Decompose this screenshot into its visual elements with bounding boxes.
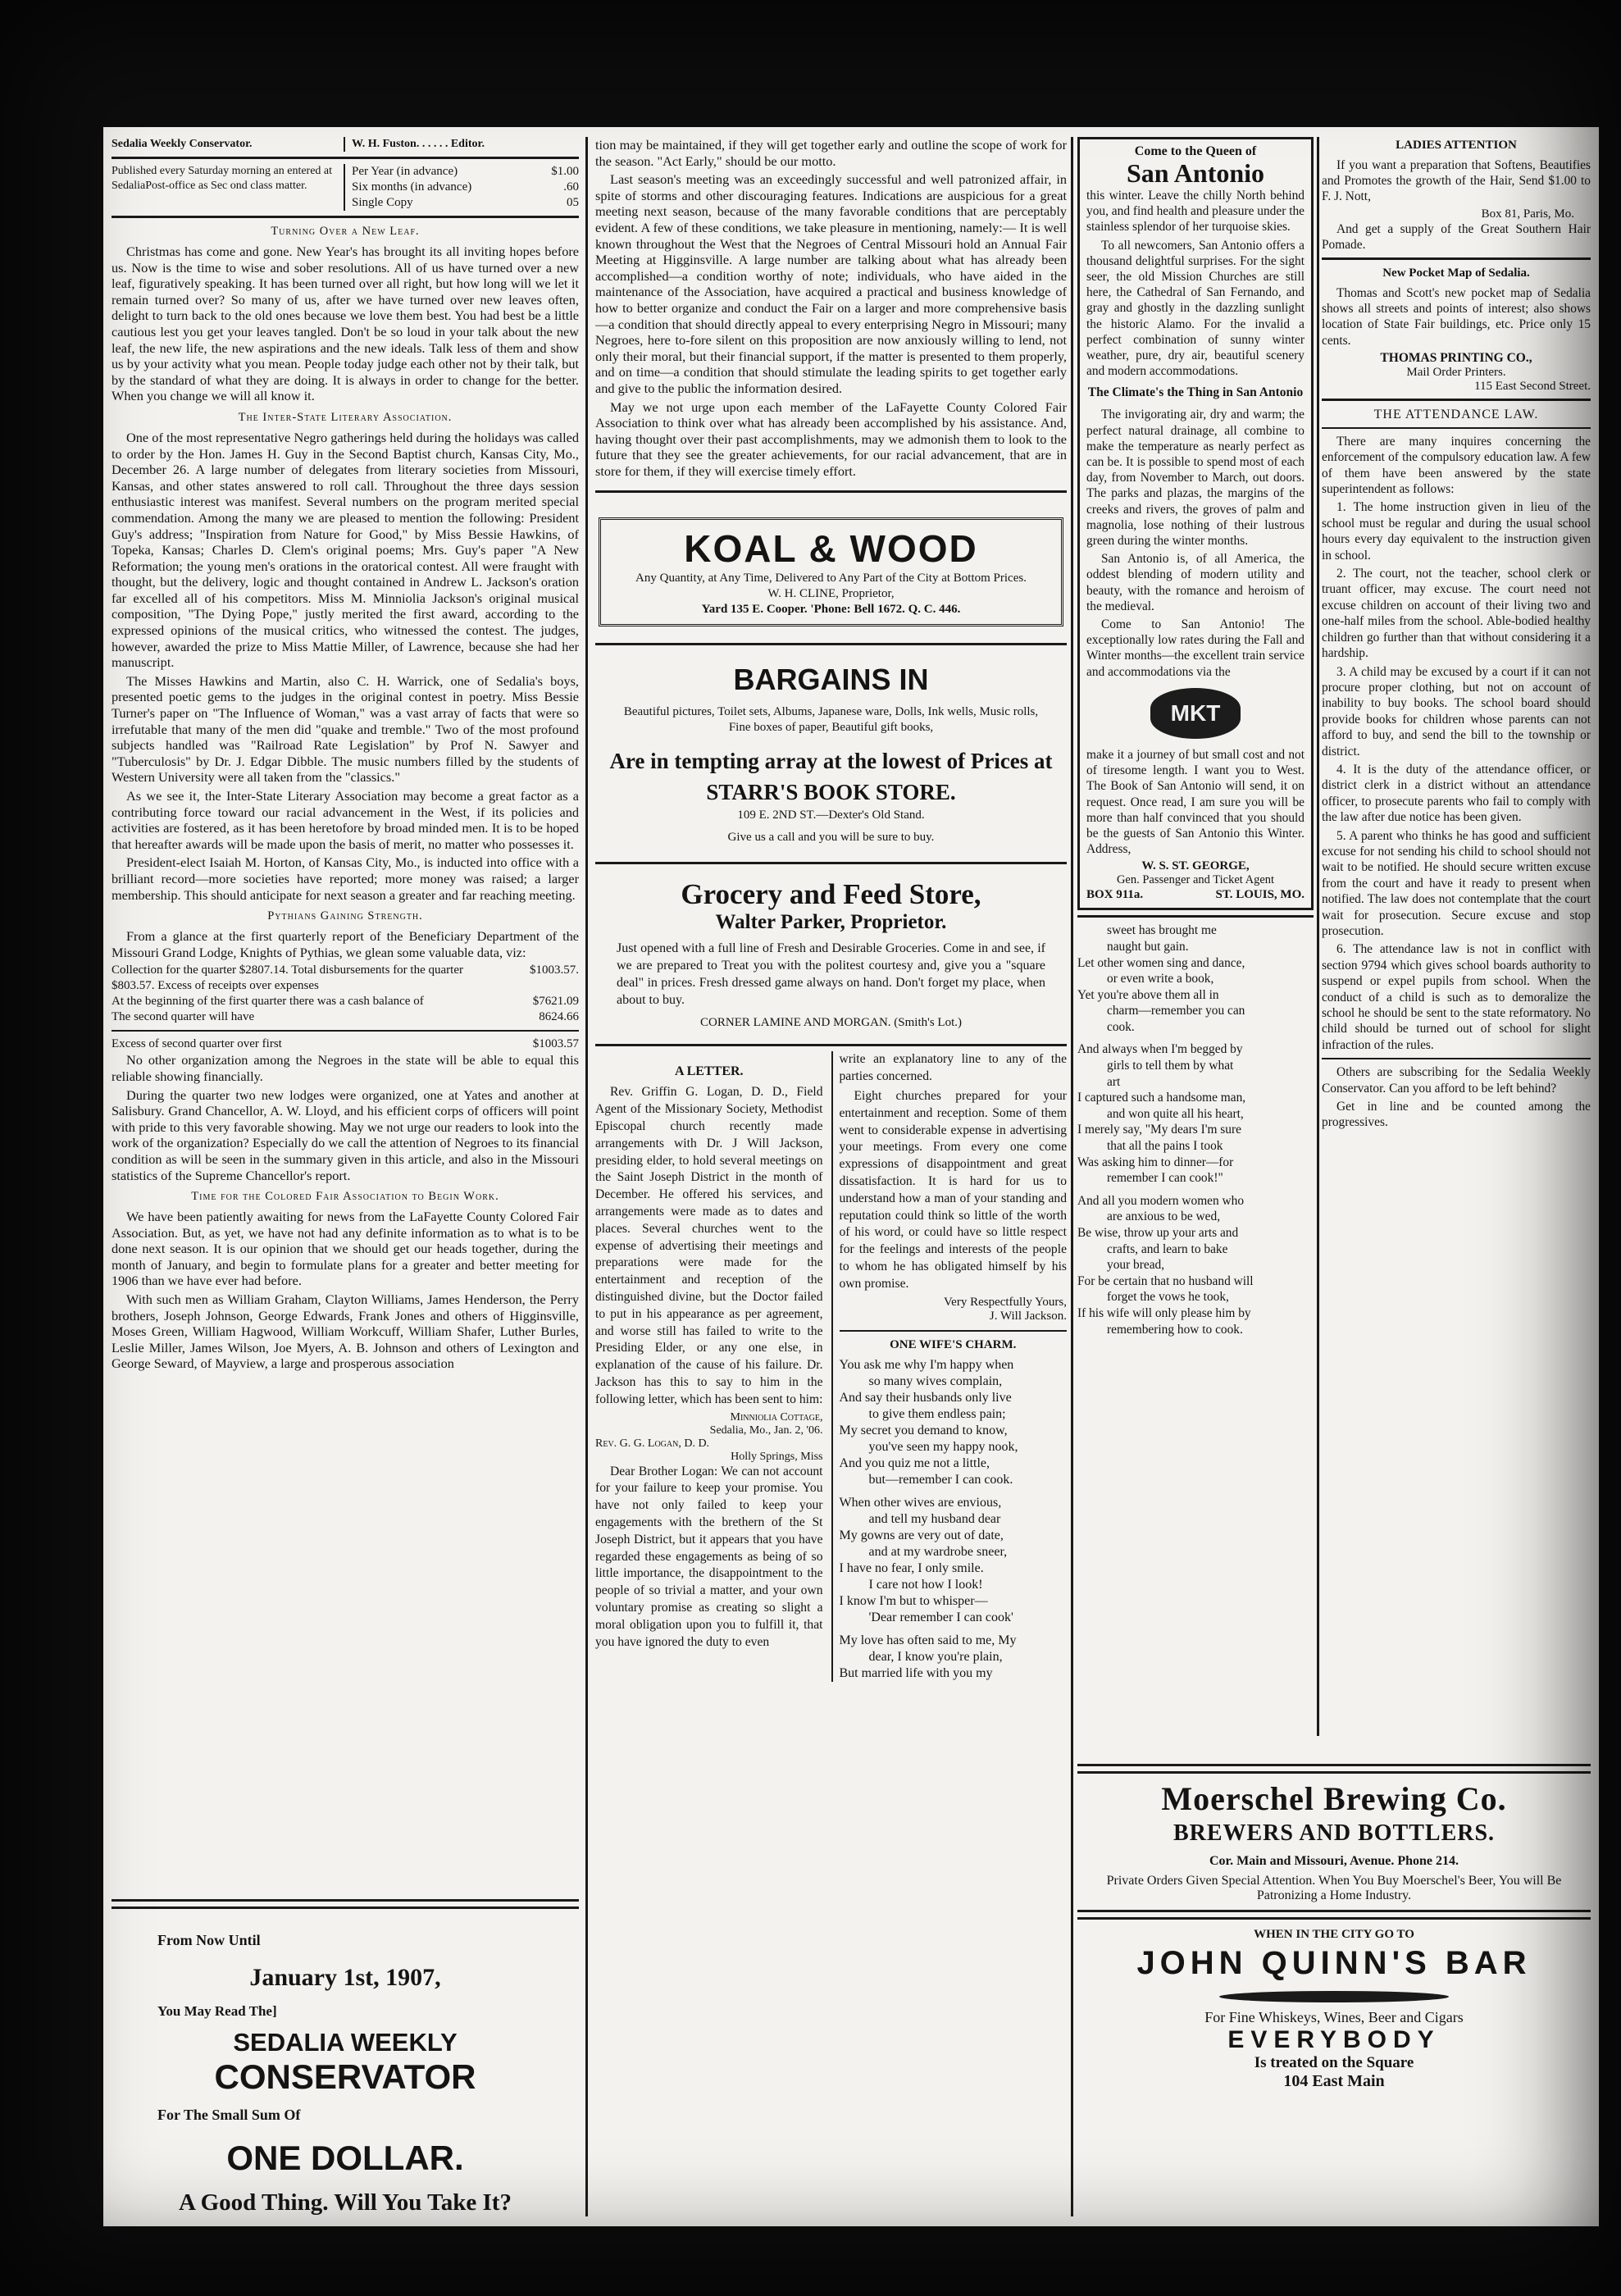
poem-title: ONE WIFE'S CHARM. — [890, 1337, 1017, 1351]
ad-text: Yard 135 E. Cooper. 'Phone: Bell 1672. Q. C. 446. — [701, 603, 961, 617]
divider — [1077, 1771, 1591, 1774]
poem-continued: sweet has brought me naught but gain. Let other women sing and dance, or even write a book, Yet you're above them all in charm—remember you can cook. And always when I'm begged by girls to tell them by what art I captured such a handsome man, and won quite all his heart, I merely say, "My dears I'm sure that all the pains I took Was asking him to dinner—for remember I can cook!" And all you modern women who are anxious to be wed, Be wise, throw up your arts and crafts, and learn to bake your bread, For be certain that no husband will forget the vows he took, If his wife will only please him by remembering how to cook. — [1077, 923, 1254, 1337]
ad-title: Grocery and Feed Store, — [681, 878, 981, 911]
article-text: The Misses Hawkins and Martin, also C. H. Warrick, one of Sedalia's boys, presented poetic gems to the judges in the original contest in poetry. Miss Bessie Turner's paper on "The Influence of Woman," was a vast array of facts that were so irrefutable that many of the men did "quake and tremble." Two of the most profound subjects handled was "Railroad Rate Legislation" by Prof N. Sawyer and "Tuberculosis" by Dr. J. Edgar Dibble. The music numbers filled by the students of Western University were all taken from the "classics." — [112, 672, 579, 786]
ad-title: New Pocket Map of Sedalia. — [1382, 266, 1530, 280]
divider — [112, 216, 579, 218]
divider — [1322, 257, 1591, 260]
article-text: No other organization among the Negroes in the state will be able to equal this reliable showing financially. — [112, 1052, 579, 1084]
masthead — [112, 137, 579, 152]
ad-date: January 1st, 1907, — [249, 1964, 441, 1991]
ad-line: You May Read The] — [157, 2003, 277, 2019]
letter-dateline: Sedalia, Mo., Jan. 2, '06. — [709, 1424, 823, 1437]
ad-text: Beautiful pictures, Toilet sets, Albums, Japanese ware, Dolls, Ink wells, Music rolls, Fine boxes of paper, Beautiful gift books, — [623, 705, 1039, 735]
quinn-pretitle: WHEN IN THE CITY GO TO — [1254, 1928, 1414, 1941]
ad-text: Mail Order Printers. — [1406, 365, 1506, 379]
article-text: We have been patiently awaiting for news from the LaFayette County Colored Fair Association. But, as yet, we have not had any definite information as to what is to be done next season. It is our opinion that we should get our heads together, during the month of January, and begin to formulate plans for a greater and better meeting for 1906 than we have ever had before. — [112, 1209, 579, 1289]
ad-text: Walter Parker, Proprietor. — [715, 911, 947, 934]
divider — [112, 1030, 579, 1032]
letter-dateline: Minniolia Cottage, — [730, 1410, 823, 1424]
law-item: 4. It is the duty of the attendance officer, or district clerk in a district without an attendance officer, to prosecute parents who fail to comply with the law after due notice has been given. — [1322, 762, 1591, 825]
article-text: President-elect Isaiah M. Horton, of Kansas City, Mo., is inducted into office with a brilliant record—more societies have reported; more money was raised; a larger membership. This should anticipate for next season a greater and far reaching meeting. — [112, 854, 579, 903]
ad-text: If you want a preparation that Softens, Beautifies and Promotes the growth of the Hair, Send $1.00 to F. J. Nott, — [1322, 158, 1591, 204]
ad-name: CONSERVATOR — [214, 2057, 476, 2096]
article-text: Rev. Griffin G. Logan, D. D., Field Agent of the Missionary Society, Methodist Episcopal church recently made arrangements with Dr. J Will Jackson, presiding elder, to hold several meetings on the Saint Joseph District in the month of December. He offered his services, and arrangements were made as to dates and places. Several churches went to the expense of advertising their meetings and preparations were made for the entertainment and reception of the distinguished divine, but the Doctor failed to put in his appearance as per agreement, and worse still has failed to write to the Presiding Elder, or any one else, in explanation of the cause of his failure. Dr. Jackson has this to say to him in the following letter, which has been sent to him: — [595, 1085, 823, 1406]
letter-continued — [831, 1051, 1068, 1681]
subscription-ad — [112, 1894, 579, 2218]
ad-address: BOX 911a. ST. LOUIS, MO. — [1086, 888, 1305, 902]
rate-row: Six months (in advance) .60 — [352, 180, 579, 194]
quinn-text: EVERYBODY — [1227, 2026, 1441, 2053]
divider — [595, 1044, 1067, 1046]
finance-row: Excess of second quarter over first $1003.57 — [112, 1037, 579, 1051]
article-text: May we not urge upon each member of the LaFayette County Colored Fair Association to think over what has already been accomplished by his assistance. And, having thought over their past accomplishments, may we admonish them to look to the future that they see the greater achievements, for our racial advancement, that are in store for them, if they will exercise timely effort. — [595, 399, 1067, 479]
article-text: tion may be maintained, if they will get together early and outline the scope of work for the season. "Act Early," should be our motto. — [595, 137, 1067, 169]
divider — [1077, 1917, 1591, 1920]
article-text: Eight churches prepared for your entertainment and reception. Some of them went to considerable expense in advertising your meetings. From every one come expressions of disappointment and great dissatisfaction. It is hard for us to understand how a man of your standing and reputation could think so little of the worth of his word, or could have so little respect for the feelings and interests of the people to whom he has obligated himself by his own promise. — [839, 1089, 1067, 1291]
mkt-railroad-logo: MKT — [1150, 688, 1241, 739]
column-rule — [585, 137, 588, 2216]
article-text: write an explanatory line to any of the parties concerned. — [839, 1052, 1067, 1084]
publication-info — [112, 164, 579, 211]
article-text: Christmas has come and gone. New Year's has brought its all inviting hopes before us. Now is the time to wise and sober resolutions. All of us have turned over a new leaf, figuratively speaking. It has been turned over all right, but how long will we let it remain turned over? So many of us, after we have turned over new leaves often, delight to turn back to the old ones because we love them best. You had best be a little cautious lest you get your leaves tangled. Don't be so loud in your talk about the new leaf, the new life, the new aspirations and the new ideals. Talk less of them and show us by your activity what you mean. People today judge each other not by their talk, but by the standard of what they are doing. It is always in order to change for the better. When you change we will all know it. — [112, 244, 579, 404]
article-text: One of the most representative Negro gatherings held during the holidays was called to order by the Hon. James H. Guy in the Second Baptist church, Kansas City, Mo., December 26. A large number of delegates from literary societies from Missouri, Kansas, and other states answered to roll call. Throughout the three days session enthusiastic interest was manifest. Several numbers on the program merited special commendation. Among the many we are pleased to mention the following: President Guy's address; "Inspiration from Nature for Good," by Miss Bessie Hawkins, of Topeka, Kansas; Charles D. Clem's original poems; Mrs. Guy's paper "A New Reformation; the young men's orations in the oratorical contest. All were fraught with thought, but the delivery, logic and thought contained in Andrew L. Jackson's oration far excelled all of his competitors. Miss M. Minniolia Jackson's original musical composition, "The Dying Pope," justly merited the first award, according to the expressed opinions of the musical critics, who witnessed the contest. The judges, however, awarded the prize to Miss Mattie Miller, of Lawrence, because she had her manuscript. — [112, 429, 579, 671]
divider — [595, 862, 1067, 864]
article-text: During the quarter two new lodges were organized, one at Yates and another at Salisbury. Grand Chancellor, A. W. Lloyd, and his efficient corps of officers will point with pride to this very favorable showing. May we not urge our readers to look into the work of the organization? Especially do we call the attention of Negroes to its financial condition as will be seen in the summary given in this article, and also in the Missouri statistics of the Supreme Chancellor's report. — [112, 1086, 579, 1183]
ad-text: Thomas and Scott's new pocket map of Sedalia shows all streets and points of interest; also shows location of State Fair buildings, etc. Price only 15 cents. — [1322, 286, 1591, 348]
divider — [1322, 399, 1591, 401]
law-item: 5. A parent who thinks he has good and sufficient excuse for not sending his child to school should not wait to be notified. He should secure written excuse from the court and have it ready to present when notified. The law does not contemplate that the court wait for prosecution. Secure excuse and stop prosecution. — [1322, 828, 1591, 939]
article-text: With such men as William Graham, Clayton Williams, James Henderson, the Perry brothers, Joseph Johnson, George Edwards, Frank Jones and others of Higginsville, Moses Green, William Hagwood, William Workcuff, William Shafer, Luther Burles, Leslie Miller, James Wilson, Joe Myers, A. B. Johnson and others of Lexington and George Seward, of Mayview, a large and prosperous association — [112, 1292, 579, 1372]
letter-and-poem — [595, 1051, 1067, 1681]
quinn-text: 104 East Main — [1283, 2072, 1385, 2090]
column-rule — [1071, 137, 1073, 2216]
bargains-ad — [595, 650, 1067, 857]
ad-store: STARR'S BOOK STORE. — [706, 780, 956, 805]
quinn-text: For Fine Whiskeys, Wines, Beer and Cigars — [1204, 2009, 1464, 2025]
editor-line: W. H. Fuston. . . . . . Editor. — [352, 138, 485, 150]
publish-note: Published every Saturday morning an entered at SedaliaPost-office as Sec ond class matter. — [112, 165, 333, 192]
ad-title: LADIES ATTENTION — [1396, 139, 1517, 152]
article-title: Pythians Gaining Strength. — [267, 909, 423, 923]
article-text: From a glance at the first quarterly report of the Beneficiary Department of the Missouri Grand Lodge, Knights of Pythias, we glean some valuable data, viz: — [112, 928, 579, 960]
article-text: As we see it, the Inter-State Literary Association may become a great factor as a contributing force toward our racial advancement in the West, if its policies and activities are fostered, as it has been heretofore by broad minded men. It is to be hoped that hereafter awards will be made upon the basis of merit, no matter who possesses it. — [112, 788, 579, 852]
letter-addressee: Rev. G. G. Logan, D. D. — [595, 1437, 710, 1450]
divider — [840, 1330, 1068, 1332]
column-2 — [595, 137, 1067, 2220]
brewing-text: Private Orders Given Special Attention. When You Buy Moerschel's Beer, You will Be Patronizing a Home Industry. — [1106, 1874, 1562, 1902]
finance-row: Collection for the quarter $2807.14. Total disbursements for the quarter $803.57. Excess of receipts over expenses $1003.57. — [112, 963, 579, 993]
article-text: There are many inquires concerning the enforcement of the compulsory education law. A few of them have been answered by the state superintendent as follows: — [1322, 434, 1591, 497]
article-title: A LETTER. — [674, 1064, 744, 1079]
law-item: 3. A child may be excused by a court if it can not procure proper clothing, but not on account of inability to buy books. The school board should provide books for children whose parents can not afford to buy, and send the bill to the township or district. — [1322, 664, 1591, 758]
ad-text: To all newcomers, San Antonio offers a thousand delightful surprises. For the sight seer, the old Mission Churches are still here, the Cathedral of San Fernando, and gray and ghostly in the dazzling sunlight the historic Alamo. For the invalid a perfect combination of sunny winter weather, pure, dry air, beautiful scenery and modern accommodations. — [1086, 238, 1305, 379]
letter-closing: Very Respectfully Yours, — [944, 1295, 1067, 1309]
ad-text: And get a supply of the Great Southern Hair Pomade. — [1322, 221, 1591, 252]
divider — [1322, 1058, 1591, 1059]
ad-text: Gen. Passenger and Ticket Agent — [1116, 873, 1275, 887]
san-antonio-ad — [1077, 137, 1314, 910]
column-rule — [1317, 137, 1319, 1736]
subscription-rates — [344, 164, 579, 211]
ad-name: SEDALIA WEEKLY — [233, 2028, 458, 2057]
column-4 — [1322, 137, 1591, 1736]
ad-text: make it a journey of but small cost and not of tiresome length. I want you to West. The Book of San Antonio will send, it on request. Once read, I am sure you will be more than half convinced that you should be the guests of San Antonio this Winter. Address, — [1086, 747, 1305, 857]
ad-text: 115 East Second Street. — [1474, 379, 1591, 393]
brewing-subtitle: BREWERS AND BOTTLERS. — [1172, 1820, 1496, 1846]
ad-text: 109 E. 2ND ST.—Dexter's Old Stand. — [737, 809, 925, 822]
grocery-ad — [595, 869, 1067, 1039]
finance-row: The second quarter will have 8624.66 — [112, 1010, 579, 1024]
ad-text: Just opened with a full line of Fresh and Desirable Groceries. Come in and see, if we are prepared to Treat you with the politest courtesy and, give you a "square deal" in prices. Fresh dressed game always on hand. Don't forget my place, when about to buy. — [617, 941, 1045, 1008]
poem-text: You ask me why I'm happy when so many wives complain, And say their husbands only live to give them endless pain; My secret you demand to know, you've seen my happy nook, And you quiz me not a little, but—remember I can cook. When other wives are envious, and tell my husband dear My gowns are very out of date, and at my wardrobe sneer, I have no fear, I only smile. I care not how I look! I know I'm but to whisper— 'Dear remember I can cook' My love has often said to me, My dear, I know you're plain, But married life with you my — [839, 1357, 1018, 1680]
ad-subtitle: The Climate's the Thing in San Antonio — [1087, 385, 1304, 400]
divider — [1077, 1910, 1591, 1912]
subscribe-note: Get in line and be counted among the progressives. — [1322, 1100, 1591, 1130]
ornament — [1219, 1991, 1449, 2002]
ad-title: San Antonio — [1126, 158, 1265, 188]
ad-text: Come to the Queen of — [1134, 144, 1257, 158]
subscribe-note: Others are subscribing for the Sedalia Weekly Conservator. Can you afford to be left behind? — [1322, 1065, 1591, 1096]
letter-closing: J. Will Jackson. — [989, 1309, 1067, 1323]
ad-text: this winter. Leave the chilly North behind you, and find health and pleasure under the stainless splendor of her turquoise skies. — [1086, 189, 1305, 235]
article-title: THE ATTENDANCE LAW. — [1373, 407, 1539, 421]
divider — [595, 490, 1067, 493]
bottom-right-ads — [1077, 1759, 1591, 2091]
brewing-title: Moerschel Brewing Co. — [1161, 1780, 1507, 1817]
quinn-title: JOHN QUINN'S BAR — [1136, 1945, 1532, 1981]
law-item: 6. The attendance law is not in conflict with section 9794 which gives school boards authority to suspend or expel pupils from school. When the conduct of a child is such as to demoralize the school he should be sent to the state reformatory. No child should be turned out of school for slight infraction of the rules. — [1322, 942, 1591, 1052]
article-text: Dear Brother Logan: We can not account for your failure to keep your promise. You have not only failed to keep your engagements with the brethern of the St Joseph District, but it appears that you have regarded these engagements as being of so little importance, the disappointment to the people of so trivial a matter, and your own voluntary promise as creating so slight a moral obligation upon you to fulfill it, that you have ignored the duty to even — [595, 1464, 823, 1649]
brewing-address: Cor. Main and Missouri, Avenue. Phone 214. — [1209, 1854, 1459, 1868]
divider — [112, 157, 579, 159]
rate-row: Single Copy 05 — [352, 196, 579, 209]
paper-name: Sedalia Weekly Conservator. — [112, 138, 253, 150]
column-3 — [1077, 137, 1314, 1736]
rate-row: Per Year (in advance) $1.00 — [352, 165, 579, 178]
ad-close: A Good Thing. Will You Take It? — [179, 2189, 512, 2216]
ad-agent: W. S. ST. GEORGE, — [1141, 859, 1250, 873]
ad-line: From Now Until — [157, 1932, 261, 1948]
divider — [112, 1906, 579, 1909]
article-title: The Inter-State Literary Association. — [238, 410, 453, 424]
ad-text: W. H. CLINE, Proprietor, — [767, 587, 895, 601]
law-item: 2. The court, not the teacher, school clerk or truant officer, may excuse. The court need not excuse children on account of their living two and one-half miles from the school. Able-bodied healthy children go further than that without considering it a hardship. — [1322, 567, 1591, 661]
article-title: Time for the Colored Fair Association to Begin Work. — [191, 1190, 499, 1204]
ad-title: BARGAINS IN — [733, 663, 929, 697]
letter-addressee: Holly Springs, Miss — [731, 1450, 823, 1463]
ad-text: Come to San Antonio! The exceptionally low rates during the Fall and Winter months—the excellent train service and accommodations via the — [1086, 617, 1305, 679]
ad-line: For The Small Sum Of — [157, 2107, 301, 2123]
divider — [112, 1899, 579, 1902]
divider — [1077, 1764, 1591, 1766]
letter-column — [595, 1051, 823, 1681]
ad-text: CORNER LAMINE AND MORGAN. (Smith's Lot.) — [700, 1016, 962, 1030]
ad-text: The invigorating air, dry and warm; the perfect natural drainage, all combine to make the temperature as nearly perfect as can be. It is possible to spend most of each day, from November to March, out doors. The parks and plazas, the margins of the creeks and rivers, the groves of palm and magnolia, lose nothing of their lustrous green during the winter months. — [1086, 408, 1305, 549]
ad-text: Give us a call and you will be sure to buy. — [727, 831, 935, 845]
ad-firm: THOMAS PRINTING CO., — [1380, 350, 1532, 365]
newspaper-page — [103, 127, 1599, 2226]
article-text: Last season's meeting was an exceedingly successful and well patronized affair, in spite of storms and other discouraging features. Indications are auspicious for a great meeting next season, because of the many favorable conditions that are perceptably evident. A few of these conditions, we take pleasure in mentioning, namely:— It is well known throughout the West that the Negroes of Central Missouri hold an Annual Fair Meeting at Higginsville. A large number are talking about what has already been accomplished—a condition worthy of note; individuals, who have aided in the maintenance of the Association, have acquired a practical and business knowledge of how to better organize and conduct the Fair on a larger and more comprehensive basis—a condition that should directly appeal to every enterprising Negro in Missouri; many Negroes, here to-fore silent on this proposition are now anxiously willing to lend, not only their moral, but their financial support, if the matter is presented to them properly, and on time—a condition that should stimulate the leading spirits to get together early and give to the public the information desired. — [595, 171, 1067, 396]
divider — [595, 643, 1067, 645]
divider — [1077, 915, 1314, 918]
koal-wood-ad — [599, 517, 1063, 626]
ad-text: San Antonio is, of all America, the oddest blending of modern utility and beauty, with the romance and heroism of the medieval. — [1086, 552, 1305, 613]
ad-title: KOAL & WOOD — [684, 527, 978, 571]
law-item: 1. The home instruction given in lieu of the school must be regular and during the usual school hours every day equivalent to the instruction given in school. — [1322, 500, 1591, 563]
ad-text: Any Quantity, at Any Time, Delivered to Any Part of the City at Bottom Prices. — [635, 572, 1027, 585]
finance-row: At the beginning of the first quarter there was a cash balance of $7621.09 — [112, 995, 579, 1009]
ad-text: Box 81, Paris, Mo. — [1481, 207, 1574, 221]
ad-text: Are in tempting array at the lowest of Prices at — [609, 749, 1053, 774]
ad-price: ONE DOLLAR. — [226, 2139, 464, 2177]
divider — [1322, 427, 1591, 429]
quinn-text: Is treated on the Square — [1254, 2054, 1414, 2071]
column-1 — [112, 137, 579, 1884]
article-title: Turning Over a New Leaf. — [271, 225, 420, 238]
